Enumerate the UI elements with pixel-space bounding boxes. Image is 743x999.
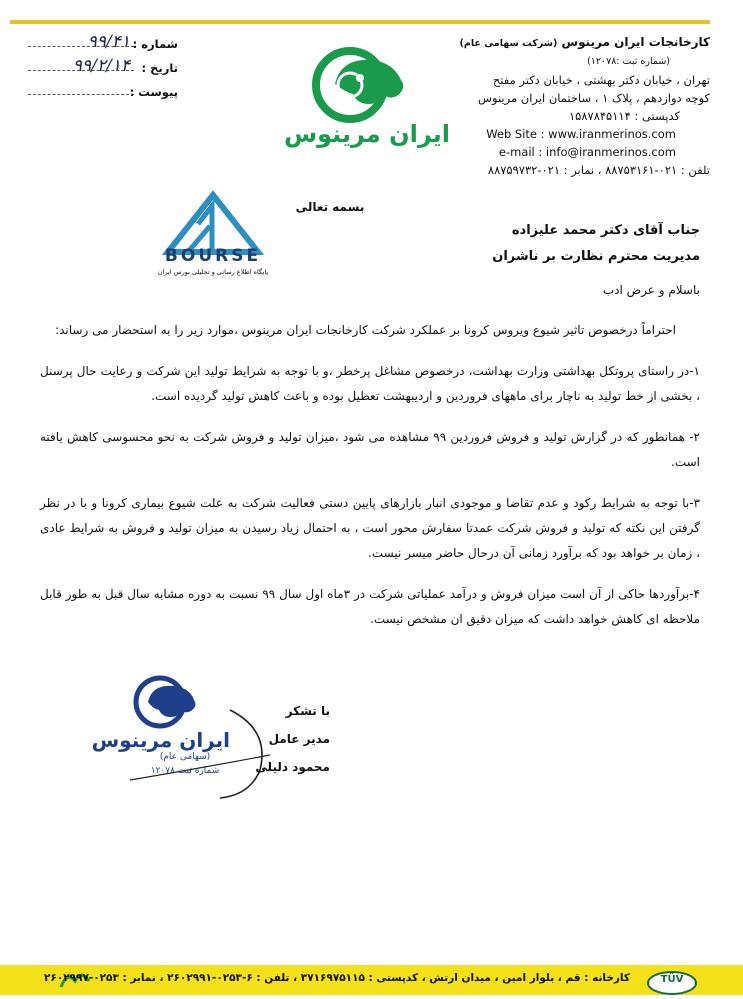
company-header	[460, 33, 710, 179]
body-item-2: ۲- همانطور که در گزارش تولید و فروش فروردین ۹۹ مشاهده می شود ،میزان تولید و فروش شرکت به نحو محسوسی کاهش یافته است.	[40, 430, 700, 469]
company-registration: (شماره ثبت :۱۲۰۷۸)	[587, 56, 670, 67]
top-yellow-rule	[10, 20, 710, 24]
attachment-row	[28, 80, 178, 104]
attachment-label: پیوست :	[129, 85, 178, 99]
date-row	[28, 56, 178, 80]
signatory-title: مدیر عامل	[268, 732, 330, 746]
postal-code: کدپستی : ۱۵۸۷۸۴۵۱۱۴	[569, 109, 680, 123]
number-row	[28, 32, 178, 56]
company-name: کارخانجات ایران مرینوس	[561, 35, 710, 49]
stamp-line-1: (سهامی عام)	[159, 752, 211, 762]
body-item-3: ۳-با توجه به شرایط رکود و عدم تقاضا و موجودی انبار بازارهای پایین دستی فعالیت شرکت به علت شیوع بیماری کرونا و با در نظر گرفتن این نکته که تولید و فروش شرکت عمدتا سفارش محور است ، به احتمال زیاد رسیدن به میزان تولید و فروش به شرایط عادی ، زمان بر خواهد بود که برآورد زمانی آن درحال حاضر میسر نیست.	[40, 496, 700, 560]
body-item-1: ۱-در راستای پروتکل بهداشتی وزارت بهداشت، درخصوص مشاغل پرخطر ،و با توجه به شرایط تولید این شرکت و رعایت حال پرسنل ، بخشی از خط تولید به ناچار برای ماههای فروردین و اردیبهشت تعطیل بوده و باعث کاهش تولید گردیده است.	[40, 364, 700, 403]
number-value: ۹۹/۴۱	[87, 32, 130, 52]
reference-block	[28, 32, 178, 104]
date-value: ۹۹/۲/۱۴	[72, 56, 130, 76]
attachment-dotted-line	[28, 94, 134, 95]
address-line-1: تهران ، خیابان دکتر بهشتی ، خیابان دکتر مفتح	[492, 73, 710, 87]
website: Web Site : www.iranmerinos.com	[486, 127, 676, 141]
bourse-caption: پایگاه اطلاع رسانی و تحلیلی بورس ایران	[157, 268, 269, 276]
number-label: شماره :	[132, 37, 178, 51]
closing: با تشکر	[285, 704, 330, 718]
bourse-text: BOURSE	[164, 246, 262, 266]
recipient-block	[200, 218, 700, 270]
logo-brand-text: ایران مرینوس	[284, 120, 450, 148]
bismillah-heading: بسمه تعالی	[295, 200, 365, 214]
body-item-4: ۴-برآوردها حاکی از آن است میزان فروش و درآمد عملیاتی شرکت در ۳ماه اول سال ۹۹ نسبت به دوره مشابه سال قبل به طور قابل ملاحظه ای کاهش خواهد داشت که میزان دقیق ان مشخص نیست.	[40, 587, 700, 626]
company-type: (شرکت سهامی عام)	[459, 38, 558, 49]
body-intro: احتراماً درخصوص تاثیر شیوع ویروس کرونا بر عملکرد شرکت کارخانجات ایران مرینوس ،موارد زیر را به استحضار می رساند:	[55, 323, 676, 337]
recipient-line-1: جناب آقای دکتر محمد علیزاده	[511, 223, 700, 238]
phone-fax: تلفن : ۰۲۱-۸۸۷۵۳۱۶۱ ، نمابر : ۰۲۱-۸۸۷۵۹۷۳۲	[487, 163, 710, 177]
number-dotted-line	[28, 46, 134, 47]
tuv-text: TÜV	[660, 974, 684, 985]
date-label: تاریخ :	[141, 61, 178, 75]
signature-block	[190, 697, 330, 781]
footer-address: کارخانه : قم ، بلوار امین ، میدان ارتش ، کدپستی : ۳۷۱۶۹۷۵۱۱۵ ، تلفن : ۶-۰۲۵۳-۲۶۰۲۹۹۱ ، نمابر : ۰۲۵۳-۲۶۰۲۹۹۷	[44, 972, 630, 984]
greeting: باسلام و عرض ادب	[602, 283, 700, 297]
stamp-brand: ایران مرینوس	[91, 728, 230, 752]
letter-body	[40, 318, 700, 648]
tuv-cert-logo	[642, 965, 702, 995]
stamp-line-2: شماره ثبت ۱۲۰۷۸	[150, 766, 220, 776]
iran-merinos-logo	[284, 40, 450, 160]
company-name-line	[460, 33, 710, 53]
recipient-line-2: مدیریت محترم نظارت بر ناشران	[492, 249, 700, 264]
signatory-name: محمود دلیلی	[255, 760, 330, 774]
date-dotted-line	[28, 70, 134, 71]
email: e-mail : info@iranmerinos.com	[498, 145, 676, 159]
address-line-2: کوچه دوازدهم ، پلاک ۱ ، ساختمان ایران مرینوس	[477, 91, 710, 105]
